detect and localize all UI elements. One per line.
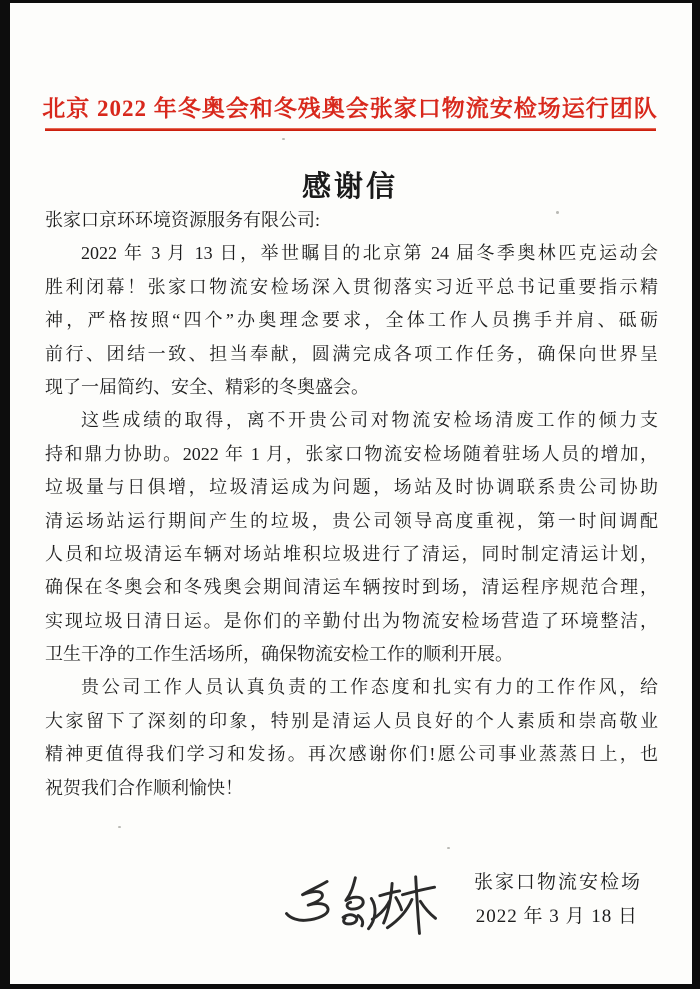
- body-line: 神，严格按照“四个”办奥理念要求，全体工作人员携手并肩、砥砺: [45, 310, 658, 331]
- scan-speck: [447, 847, 450, 849]
- body-line: 清运场站运行期间产生的垃圾，贵公司领导高度重视，第一时间调配: [45, 510, 658, 531]
- body-line: 胜利闭幕！张家口物流安检场深入贯彻落实习近平总书记重要指示精: [45, 276, 658, 297]
- body-line: 大家留下了深刻的印象，特别是清运人员良好的个人素质和崇高敬业: [45, 710, 658, 731]
- body-line: 持和鼎力协助。2022 年 1 月，张家口物流安检场随着驻场人员的增加，: [45, 443, 658, 464]
- body-line: 实现垃圾日清日运。是你们的辛勤付出为物流安检场营造了环境整洁，: [45, 610, 658, 631]
- scan-speck: [118, 826, 121, 828]
- body-line: 确保在冬奥会和冬残奥会期间清运车辆按时到场，清运程序规范合理，: [45, 577, 658, 598]
- paragraph: [45, 404, 658, 671]
- paragraph: [45, 237, 658, 404]
- scan-speck: [556, 211, 559, 214]
- paragraph: [45, 671, 658, 805]
- body-line: 祝贺我们合作顺利愉快！: [45, 777, 243, 798]
- body-line: 贵公司工作人员认真负责的工作态度和扎实有力的工作作风，给: [81, 677, 658, 698]
- body-line: 前行、团结一致、担当奉献，圆满完成各项工作任务，确保向世界呈: [45, 343, 658, 364]
- body-line: 2022 年 3 月 13 日，举世瞩目的北京第 24 届冬季奥林匹克运动会: [81, 243, 658, 264]
- body-line: 垃圾量与日俱增，垃圾清运成为问题，场站及时协调联系贵公司协助: [45, 477, 658, 498]
- scan-speck: [282, 138, 285, 140]
- body-line: 这些成绩的取得，离不开贵公司对物流安检场清废工作的倾力支: [81, 410, 658, 431]
- signature-date: 2022 年 3 月 18 日: [475, 906, 638, 927]
- letter-body: [45, 204, 658, 805]
- salutation: [45, 204, 658, 237]
- body-line: 精神更值得我们学习和发扬。再次感谢你们!愿公司事业蒸蒸日上，也: [45, 744, 658, 765]
- banner-rule: [45, 128, 656, 131]
- letter-title: 感谢信: [301, 169, 398, 203]
- body-line: 张家口京环环境资源服务有限公司:: [45, 210, 320, 230]
- body-line: 卫生干净的工作生活场所，确保物流安检工作的顺利开展。: [45, 644, 513, 665]
- body-line: 人员和垃圾清运车辆对场站堆积垃圾进行了清运，同时制定清运计划，: [45, 543, 658, 564]
- signature-org: 张家口物流安检场: [473, 872, 642, 893]
- body-line: 现了一届简约、安全、精彩的冬奥盛会。: [45, 376, 369, 397]
- banner-title: 北京 2022 年冬奥会和冬残奥会张家口物流安检场运行团队: [42, 96, 658, 121]
